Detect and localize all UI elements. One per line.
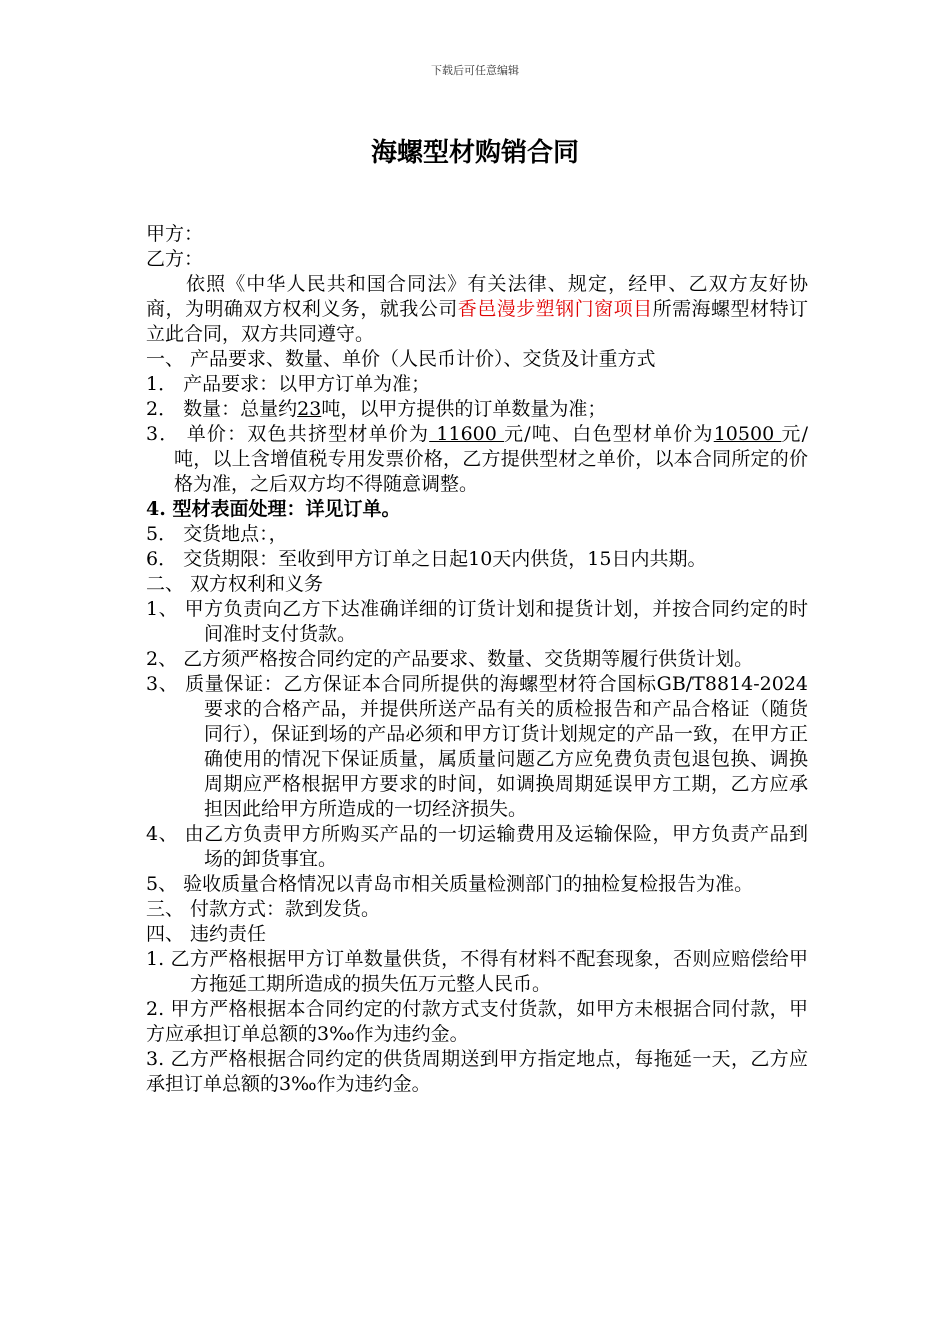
s2-item-3: 3、 质量保证：乙方保证本合同所提供的海螺型材符合国标GB/T8814-2024要求的合格产品，并提供所送产品有关的质检报告和产品合格证（随货同行），保证到场的产品必须和甲方订货计划规定的产品一致，在甲方正确使用的情况下保证质量，属质量问题乙方应免费负责包退包换、调换周期应严格根据甲方要求的时间，如调换周期延误甲方工期，乙方应承担因此给甲方所造成的一切经济损失。 — [146, 673, 808, 820]
price-white: 10500 — [713, 423, 782, 445]
s2-item-2: 2、 乙方须严格按合同约定的产品要求、数量、交货期等履行供货计划。 — [146, 648, 754, 670]
s1-item-2 — [146, 397, 808, 422]
s1-item-3-text-mid: 元/吨、白色型材单价为 — [504, 423, 714, 445]
s1-item-4: 4. 型材表面处理：详见订单。 — [146, 498, 401, 520]
s4-item-2: 2. 甲方严格根据本合同约定的付款方式支付货款，如甲方未根据合同付款，甲方应承担订单总额的3‰作为违约金。 — [146, 998, 808, 1045]
s2-item-1: 1、 甲方负责向乙方下达准确详细的订货计划和提货计划，并按合同约定的时间准时支付货款。 — [146, 598, 808, 645]
intro-text: 依照《中华人民共和国合同法》有关法律、规定，经甲、乙双方友好协商，为明确双方权利义务，就我公司 — [146, 273, 808, 320]
s2-item-5: 5、 验收质量合格情况以青岛市相关质量检测部门的抽检复检报告为准。 — [146, 873, 754, 895]
section-2-heading: 二、 双方权利和义务 — [146, 573, 324, 595]
quantity-value: 23 — [297, 398, 322, 420]
section-1-heading: 一、 产品要求、数量、单价（人民币计价）、交货及计重方式 — [146, 348, 656, 370]
s4-item-3: 3. 乙方严格根据合同约定的供货周期送到甲方指定地点，每拖延一天，乙方应承担订单总额的3‰作为违约金。 — [146, 1048, 808, 1095]
project-name: 香邑漫步塑钢门窗项目 — [457, 298, 653, 320]
party-a-line: 甲方： — [146, 223, 204, 245]
s4-item-1: 1. 乙方严格根据甲方订单数量供货，不得有材料不配套现象，否则应赔偿给甲方拖延工期所造成的损失伍万元整人民币。 — [146, 948, 808, 995]
document-title: 海螺型材购销合同 — [370, 138, 579, 168]
s1-item-3 — [146, 422, 808, 497]
s1-item-5: 5． 交货地点：， — [146, 523, 288, 545]
s2-item-4: 4、 由乙方负责甲方所购买产品的一切运输费用及运输保险，甲方负责产品到场的卸货事宜。 — [146, 823, 808, 870]
s1-item-6: 6． 交货期限：至收到甲方订单之日起10天内供货，15日内共期。 — [146, 548, 707, 570]
intro-paragraph — [146, 272, 808, 347]
party-b-line: 乙方： — [146, 248, 204, 270]
section-4-heading: 四、 违约责任 — [146, 923, 267, 945]
s1-item-2-text: 2． 数量：总量约 — [146, 398, 298, 420]
s1-item-1: 1． 产品要求：以甲方订单为准； — [146, 373, 431, 395]
s1-item-3-text-end: 元/吨，以上含增值税专用发票价格，乙方提供型材之单价，以本合同所定的价格为准，之后双方均不得随意调整。 — [174, 423, 809, 495]
price-bicolor: 11600 — [429, 423, 505, 445]
section-3-heading: 三、 付款方式：款到发货。 — [146, 898, 381, 920]
contract-body — [146, 222, 808, 1097]
s1-item-3-text: 3． 单价：双色共挤型材单价为 — [146, 423, 430, 445]
header-note: 下载后可任意编辑 — [431, 64, 519, 77]
s1-item-2-text-end: 吨，以甲方提供的订单数量为准； — [321, 398, 607, 420]
intro-text-end: 所需海螺型材特订立此合同，双方共同遵守。 — [146, 298, 808, 345]
